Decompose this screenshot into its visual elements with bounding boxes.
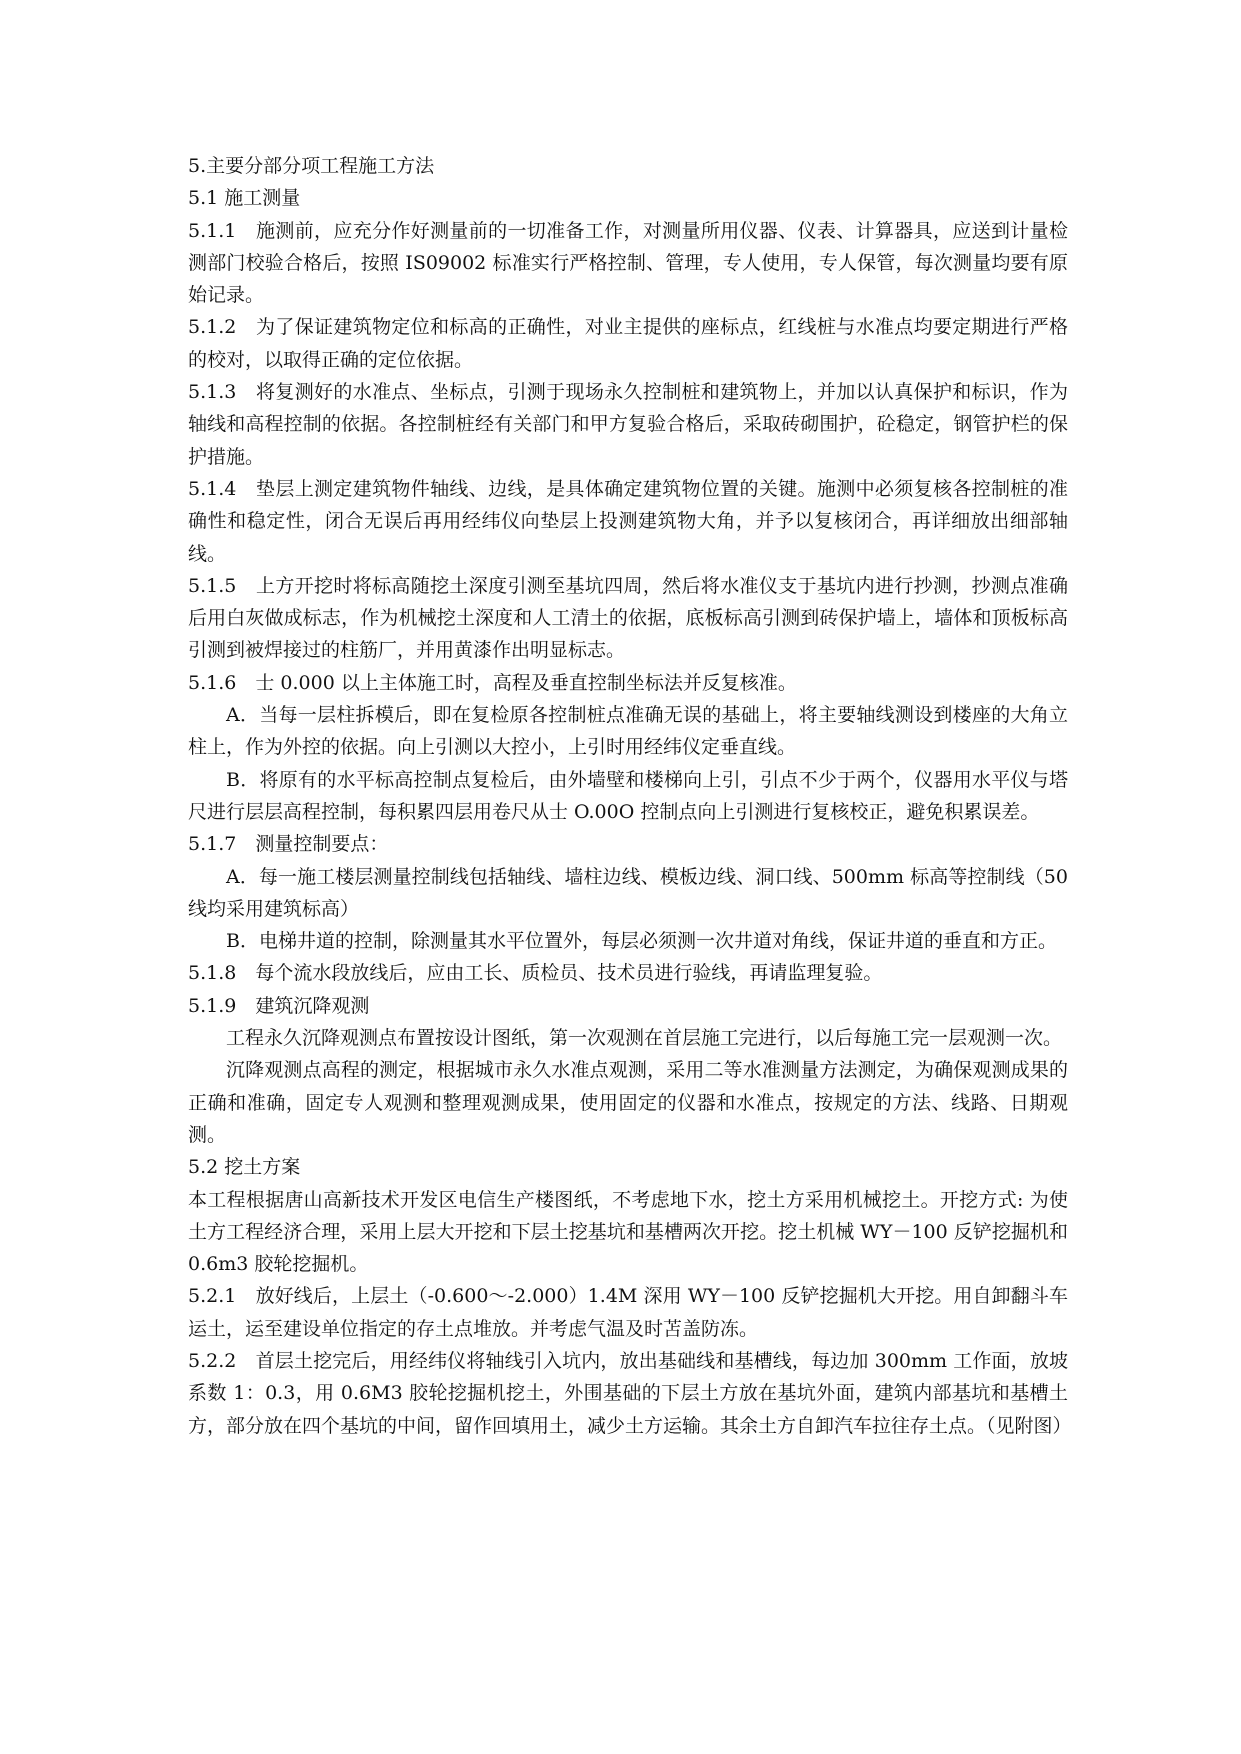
paragraph-3: 5.1.1 施测前，应充分作好测量前的一切准备工作，对测量所用仪器、仪表、计算器具，应送到计量检测部门校验合格后，按照 IS09002 标准实行严格控制、管理，专人使用，专人保管，每次测量均要有原始记录。 [188, 219, 1068, 307]
paragraph-20: 5.2.1 放好线后，上层土（-0.600～-2.000）1.4M 深用 WY－100 反铲挖掘机大开挖。用自卸翻斗车运土，运至建设单位指定的存土点堆放。并考虑气温及时苫盖防冻。 [188, 1285, 1068, 1340]
paragraph-8: 5.1.6 士 0.000 以上主体施工时，高程及垂直控制坐标法并反复核准。 [188, 671, 797, 694]
paragraph-1: 5.主要分部分项工程施工方法 [188, 155, 435, 177]
paragraph-5: 5.1.3 将复测好的水准点、坐标点，引测于现场永久控制桩和建筑物上，并加以认真保护和标识，作为轴线和高程控制的依据。各控制桩经有关部门和甲方复验合格后，采取砖砌围护，砼稳定，钢管护栏的保护措施。 [188, 381, 1068, 468]
paragraph-6: 5.1.4 垫层上测定建筑物件轴线、边线，是具体确定建筑物位置的关键。施测中必须复核各控制桩的准确性和稳定性，闭合无误后再用经纬仪向垫层上投测建筑物大角，并予以复核闭合，再详细放出细部轴线。 [188, 477, 1068, 565]
paragraph-18: 5.2 挖土方案 [188, 1156, 301, 1179]
paragraph-4: 5.1.2 为了保证建筑物定位和标高的正确性，对业主提供的座标点，红线桩与水准点均要定期进行严格的校对，以取得正确的定位依据。 [188, 316, 1068, 371]
paragraph-16: 工程永久沉降观测点布置按设计图纸，第一次观测在首层施工完进行，以后每施工完一层观测一次。 [226, 1027, 1063, 1050]
paragraph-13: B．电梯井道的控制，除测量其水平位置外，每层必须测一次井道对角线，保证井道的垂直和方正。 [226, 930, 1057, 953]
paragraph-17: 沉降观测点高程的测定，根据城市永久水准点观测，采用二等水准测量方法测定，为确保观测成果的正确和准确，固定专人观测和整理观测成果，使用固定的仪器和水准点，按规定的方法、线路、日期观测。 [188, 1059, 1068, 1146]
paragraph-9: A．当每一层柱拆模后，即在复检原各控制桩点准确无误的基础上，将主要轴线测设到楼座的大角立柱上，作为外控的依据。向上引测以大控小，上引时用经纬仪定垂直线。 [188, 704, 1068, 759]
paragraph-11: 5.1.7 测量控制要点： [188, 833, 389, 856]
paragraph-10: B．将原有的水平标高控制点复检后，由外墙壁和楼梯向上引，引点不少于两个，仪器用水平仪与塔尺进行层层高程控制，每积累四层用卷尺从士 O.00O 控制点向上引测进行复核校正，避免积累误差。 [188, 768, 1068, 823]
paragraph-7: 5.1.5 上方开挖时将标高随挖土深度引测至基坑四周，然后将水准仪支于基坑内进行抄测，抄测点准确后用白灰做成标志，作为机械挖土深度和人工清土的依据，底板标高引测到砖保护墙上，墙体和顶板标高引测到被焊接过的柱筋厂，并用黄漆作出明显标志。 [188, 574, 1068, 662]
paragraph-12: A．每一施工楼层测量控制线包括轴线、墙柱边线、模板边线、洞口线、500mm 标高等控制线（50 线均采用建筑标高） [188, 865, 1068, 920]
document-page [188, 150, 1072, 1442]
paragraph-2: 5.1 施工测量 [188, 187, 301, 210]
paragraph-14: 5.1.8 每个流水段放线后，应由工长、质检员、技术员进行验线，再请监理复验。 [188, 962, 883, 985]
paragraph-15: 5.1.9 建筑沉降观测 [188, 994, 370, 1017]
paragraph-21: 5.2.2 首层土挖完后，用经纬仪将轴线引入坑内，放出基础线和基槽线，每边加 300mm 工作面，放坡系数 1：0.3，用 0.6M3 胶轮挖掘机挖土，外围基础的下层土方放在基坑外面，建筑内部基坑和基槽土方，部分放在四个基坑的中间，留作回填用土，减少土方运输。其余土方自卸汽车拉往存土点。（见附图） [188, 1349, 1072, 1437]
paragraph-19: 本工程根据唐山高新技术开发区电信生产楼图纸，不考虑地下水，挖土方采用机械挖土。开挖方式: 为使土方工程经济合理，采用上层大开挖和下层土挖基坑和基槽两次开挖。挖土机械 WY－100 反铲挖掘机和 0.6m3 胶轮挖掘机。 [188, 1188, 1068, 1276]
